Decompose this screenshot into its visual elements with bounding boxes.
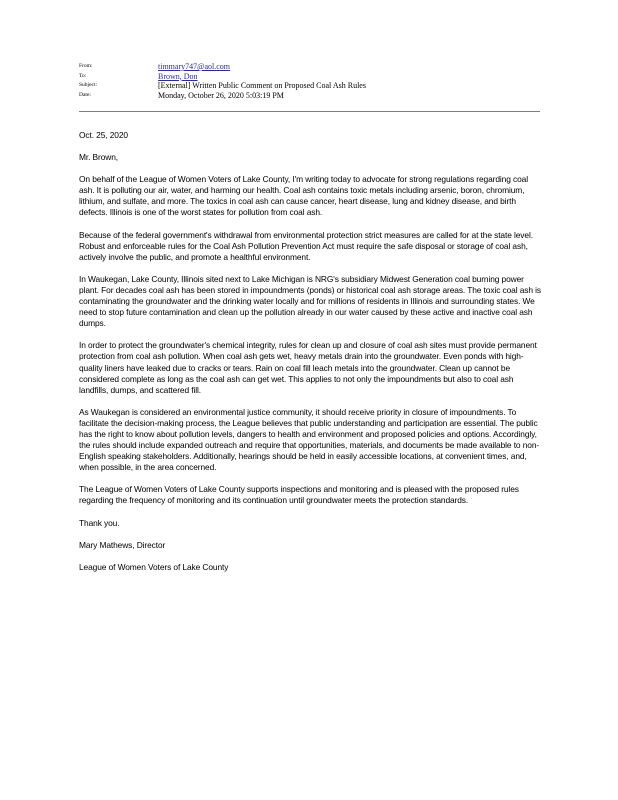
signature-org: League of Women Voters of Lake County — [79, 561, 229, 572]
from-row — [79, 62, 549, 72]
paragraph: Because of the federal government's withdrawal from environmental protection strict measures are called for at the state level. Robust and enforceable rules for the Coal Ash Pollution Prevention Act must require the safe disposal or storage of coal ash, actively involve the public, and promote a healthful environment. — [79, 229, 533, 262]
date-value: Monday, October 26, 2020 5:03:19 PM — [158, 90, 284, 100]
salutation: Mr. Brown, — [79, 152, 119, 163]
paragraph: On behalf of the League of Women Voters of Lake County, I'm writing today to advocate for strong regulations regarding coal ash. It is polluting our air, water, and harming our health. Coal ash contains toxic metals including arsenic, boron, chromium, lithium, and sulfate, and more. The toxics in coal ash can cause cancer, heart disease, lung and kidney disease, and birth defects. Illinois is one of the worst states for pollution from coal ash. — [79, 174, 528, 218]
email-header — [79, 62, 549, 100]
date-label: Date: — [79, 91, 91, 98]
subject-label: Subject: — [79, 82, 98, 88]
closing: Thank you. — [79, 517, 120, 528]
subject-row — [79, 81, 549, 91]
paragraph: In Waukegan, Lake County, Illinois sited next to Lake Michigan is NRG's subsidiary Midwest Generation coal burning power plant. For decades coal ash has been stored in impoundments (ponds) or historical coal ash storage areas. The toxic coal ash is contaminating the groundwater and the drinking water locally and for millions of residents in Illinois and surrounding states. We need to stop future contamination and clean up the pollution already in our water caused by these active and inactive coal ash dumps. — [79, 273, 541, 329]
to-label: To: — [79, 72, 87, 79]
paragraph: As Waukegan is considered an environmental justice community, it should receive priority in closure of impoundments. To facilitate the decision-making process, the League believes that public understanding and participation are essential. The public has the right to know about pollution levels, dangers to health and environment and proposed policies and options. Accordingly, the rules should include expanded outreach and require that opportunities, materials, and documents be made available to non-English speaking stakeholders. Additionally, hearings should be held in easily accessible locations, at convenient times, and, when possible, in the area concerned. — [79, 406, 540, 473]
letter-date: Oct. 25, 2020 — [79, 130, 128, 140]
subject-value: [External] Written Public Comment on Proposed Coal Ash Rules — [158, 81, 366, 90]
letter-body — [79, 130, 541, 584]
from-email-link[interactable]: timmary747@aol.com — [158, 62, 231, 71]
signature-name: Mary Mathews, Director — [79, 539, 166, 550]
date-row — [79, 91, 549, 101]
paragraph: In order to protect the groundwater's chemical integrity, rules for clean up and closure of coal ash sites must provide permanent protection from coal ash pollution. When coal ash gets wet, heavy metals drain into the groundwater. Even ponds with high-quality liners have leaked due to cracks or tears. Rain on coal fill leach metals into the groundwater. Clean up cannot be considered complete as long as the coal ash can get wet. This applies to not only the impoundments but also to coal ash landfills, dumps, and scattered fill. — [79, 340, 537, 395]
paragraph: The League of Women Voters of Lake County supports inspections and monitoring and is pleased with the proposed rules regarding the frequency of monitoring and its continuation until groundwater meets the protection standards. — [79, 484, 519, 506]
header-divider — [79, 111, 540, 112]
from-label: From: — [79, 63, 93, 69]
to-recipient-link[interactable]: Brown, Don — [158, 71, 198, 81]
to-row — [79, 72, 549, 82]
